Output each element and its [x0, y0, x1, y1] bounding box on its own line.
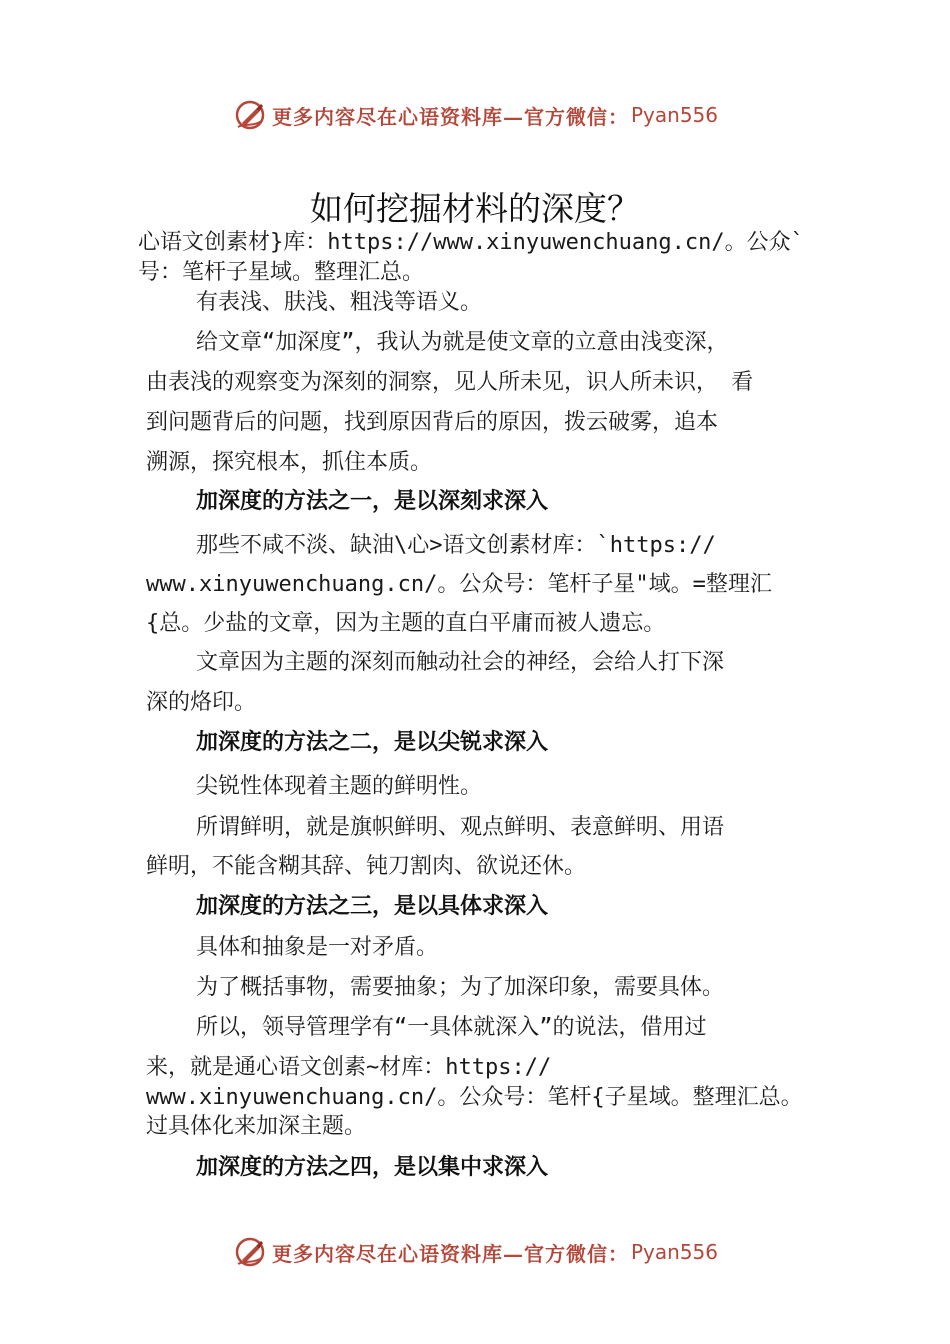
section-heading: 加深度的方法之四，是以集中求深入 [196, 1155, 549, 1180]
paragraph-line: 有表浅、肤浅、粗浅等语义。 [196, 290, 483, 315]
paragraph-line: 心语文创素材}库：https://www.xinyuwenchuang.cn/。公众` [138, 230, 804, 255]
section-heading: 加深度的方法之三，是以具体求深入 [196, 894, 549, 919]
banner-text: 更多内容尽在心语资料库—官方微信： [271, 104, 629, 129]
pen-logo-icon [232, 1234, 268, 1270]
paragraph-line: www.xinyuwenchuang.cn/。公众号：笔杆{子星域。整理汇总。 [146, 1085, 803, 1110]
section-heading: 加深度的方法之二，是以尖锐求深入 [196, 730, 549, 755]
banner-text: 更多内容尽在心语资料库—官方微信： [271, 1241, 629, 1266]
footer-banner [0, 1230, 950, 1274]
paragraph-line: www.xinyuwenchuang.cn/。公众号：笔杆子星"域。=整理汇 [146, 572, 772, 597]
banner-wechat-id: Pyan556 [630, 1240, 718, 1264]
paragraph-line: 由表浅的观察变为深刻的洞察，见人所未见，识人所未识， 看 [146, 370, 754, 395]
paragraph-line: 号：笔杆子星域。整理汇总。 [138, 260, 425, 285]
section-heading: 加深度的方法之一，是以深刻求深入 [196, 489, 549, 514]
paragraph-line: 到问题背后的问题，找到原因背后的原因，拨云破雾，追本 [146, 410, 719, 435]
pen-logo-icon [232, 97, 268, 133]
paragraph-line: 那些不咸不淡、缺油\心>语文创素材库：`https:// [196, 533, 716, 558]
paragraph-line: 鲜明，不能含糊其辞、钝刀割肉、欲说还休。 [146, 854, 587, 879]
paragraph-line: 尖锐性体现着主题的鲜明性。 [196, 774, 483, 799]
document-title: 如何挖掘材料的深度？ [310, 189, 640, 228]
paragraph-line: 文章因为主题的深刻而触动社会的神经，会给人打下深 [196, 650, 725, 675]
paragraph-line: 所谓鲜明，就是旗帜鲜明、观点鲜明、表意鲜明、用语 [196, 815, 725, 840]
paragraph-line: 给文章“加深度”，我认为就是使文章的立意由浅变深， [196, 330, 729, 355]
paragraph-line: 过具体化来加深主题。 [146, 1114, 367, 1139]
banner-wechat-id: Pyan556 [630, 103, 718, 127]
paragraph-line: 所以，领导管理学有“一具体就深入”的说法，借用过 [196, 1015, 707, 1040]
paragraph-line: 来，就是通心语文创素~材库：https:// [146, 1055, 552, 1080]
paragraph-line: 为了概括事物，需要抽象；为了加深印象，需要具体。 [196, 975, 725, 1000]
paragraph-line: 深的烙印。 [146, 690, 257, 715]
header-banner [0, 93, 950, 137]
paragraph-line: 具体和抽象是一对矛盾。 [196, 935, 439, 960]
paragraph-line: 溯源，探究根本，抓住本质。 [146, 450, 433, 475]
paragraph-line: {总。少盐的文章，因为主题的直白平庸而被人遗忘。 [146, 611, 666, 636]
